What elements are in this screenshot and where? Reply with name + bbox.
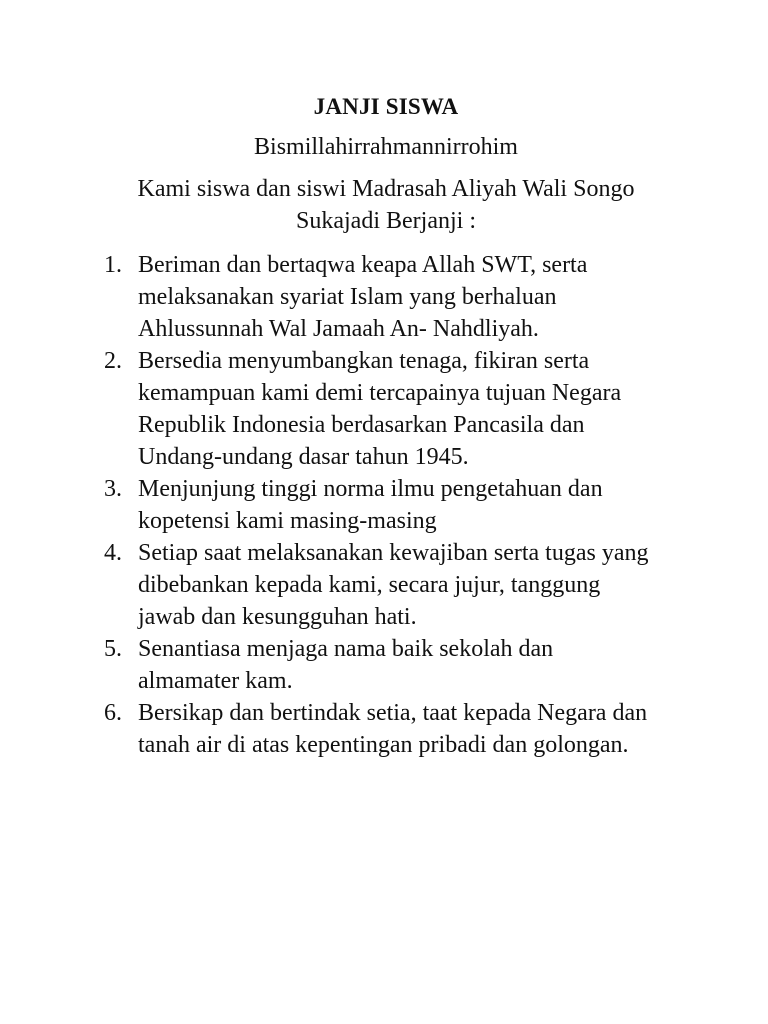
pledge-number: 5.	[104, 636, 122, 662]
pledge-text-line: Bersikap dan bertindak setia, taat kepada Negara dan	[138, 700, 648, 726]
intro-line: Sukajadi Berjanji :	[296, 208, 476, 234]
intro-paragraph	[104, 173, 668, 237]
pledge-number: 1.	[104, 252, 122, 278]
pledge-item	[104, 697, 668, 761]
intro-line: Kami siswa dan siswi Madrasah Aliyah Wali Songo	[137, 176, 635, 202]
pledge-item	[104, 345, 668, 473]
pledge-item	[104, 249, 668, 345]
pledge-text-line: kopetensi kami masing-masing	[138, 508, 437, 534]
basmalah-line: Bismillahirrahmannirrohim	[254, 134, 518, 160]
pledge-number: 3.	[104, 476, 122, 502]
pledge-text-line: Undang-undang dasar tahun 1945.	[138, 444, 469, 470]
pledge-text-line: Senantiasa menjaga nama baik sekolah dan	[138, 636, 554, 662]
pledge-text-line: kemampuan kami demi tercapainya tujuan Negara	[138, 380, 622, 406]
pledge-text-line: tanah air di atas kepentingan pribadi dan golongan.	[138, 732, 629, 758]
pledge-text-line: Bersedia menyumbangkan tenaga, fikiran serta	[138, 348, 590, 374]
pledge-text-line: almamater kam.	[138, 668, 293, 694]
pledge-text-line: Beriman dan bertaqwa keapa Allah SWT, serta	[138, 252, 588, 278]
pledge-list	[104, 249, 668, 761]
pledge-item	[104, 537, 668, 633]
pledge-number: 4.	[104, 540, 122, 566]
pledge-text-line: Republik Indonesia berdasarkan Pancasila dan	[138, 412, 585, 438]
pledge-text-line: Ahlussunnah Wal Jamaah An- Nahdliyah.	[138, 316, 539, 342]
document-title: JANJI SISWA	[313, 94, 459, 119]
pledge-number: 6.	[104, 700, 122, 726]
pledge-number: 2.	[104, 348, 122, 374]
pledge-text-line: dibebankan kepada kami, secara jujur, tanggung	[138, 572, 601, 598]
pledge-item	[104, 473, 668, 537]
pledge-text-line: melaksanakan syariat Islam yang berhaluan	[138, 284, 557, 310]
pledge-item	[104, 633, 668, 697]
pledge-text-line: jawab dan kesungguhan hati.	[138, 604, 417, 630]
pledge-text-line: Setiap saat melaksanakan kewajiban serta tugas yang	[138, 540, 649, 566]
pledge-text-line: Menjunjung tinggi norma ilmu pengetahuan dan	[138, 476, 603, 502]
